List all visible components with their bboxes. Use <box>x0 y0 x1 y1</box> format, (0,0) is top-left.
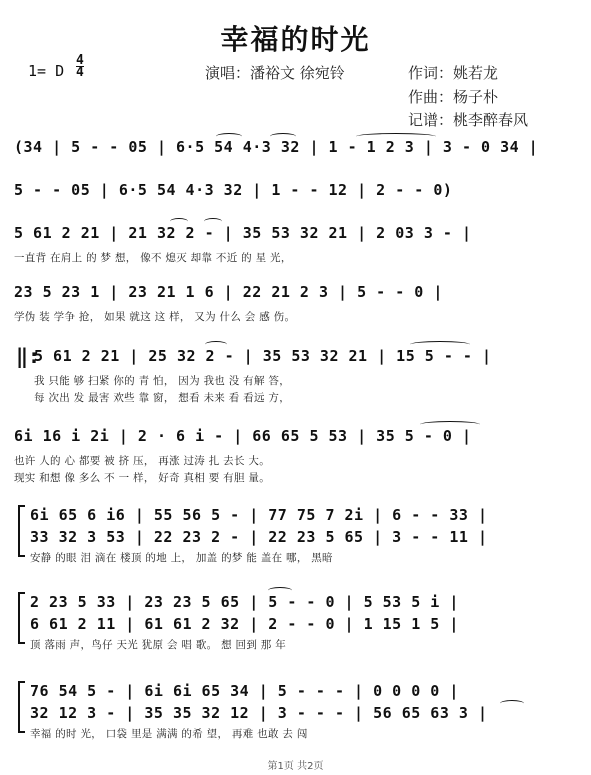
lyrics-line-9: 幸福 的时 光， 口袋 里是 满满 的希 望， 再难 也敢 去 闯 <box>30 728 308 740</box>
repeat-start-sign: ‖: <box>16 344 41 368</box>
notes-line-2: 5 - - 05 | 6·5 54 4·3 32 | 1 - - 12 | 2 - - 0) <box>14 181 453 199</box>
meter-bottom: 4 <box>76 65 84 80</box>
slur-mark <box>500 700 524 707</box>
lyrics-line-5b: 每 次出 发 最害 欢些 靠 窗， 想看 未来 看 看远 方， <box>34 392 291 404</box>
lyricist-credit: 作词：姚若龙 <box>408 64 499 82</box>
lyrics-line-8: 顶 落雨 声，鸟仔 天光 犹原 会 唱 歌。 想 回到 那 年 <box>30 639 287 651</box>
transcriber-credit: 记谱：桃李醉春风 <box>408 111 529 129</box>
lyrics-line-3: 一直背 在肩上 的 梦 想， 像不 熄灭 却靠 不近 的 星 光， <box>14 252 292 264</box>
notes-line-6: 6i 16 i 2i | 2 · 6 i - | 66 65 5 53 | 35 5 - 0 | <box>14 427 472 445</box>
lyrics-line-5a: 我 只能 够 扫紧 你的 青 怕， 因为 我也 没 有解 答， <box>34 375 291 387</box>
slur-mark <box>204 218 222 225</box>
score-line-9 <box>30 682 590 741</box>
slur-mark <box>205 341 227 348</box>
lyrics-line-6a: 也许 人的 心 都要 被 挤 压， 再涨 过涛 扎 去长 大。 <box>14 455 271 467</box>
notes-line-9-upper: 76 54 5 - | 6i 6i 65 34 | 5 - - - | 0 0 0 0 | <box>30 682 459 700</box>
slur-mark <box>356 133 436 140</box>
time-signature <box>76 55 84 78</box>
notes-line-1: (34 | 5 - - 05 | 6·5 54 4·3 32 | 1 - 1 2 3 | 3 - 0 34 | <box>14 138 539 156</box>
slur-mark <box>420 421 480 428</box>
notes-line-9-lower: 32 12 3 - | 35 35 32 12 | 3 - - - | 56 65 63 3 | <box>30 704 488 722</box>
slur-mark <box>268 587 292 594</box>
lyrics-line-6b: 现实 和想 像 多么 不 一 样， 好奇 真相 要 有胆 量。 <box>14 472 271 484</box>
score-line-5 <box>34 347 591 405</box>
notes-line-4: 23 5 23 1 | 23 21 1 6 | 22 21 2 3 | 5 - - 0 | <box>14 283 443 301</box>
notes-line-8-lower: 6 61 2 11 | 61 61 2 32 | 2 - - 0 | 1 15 1 5 | <box>30 615 459 633</box>
song-title: 幸福的时光 <box>220 23 371 56</box>
page-footer: 第1页 共2页 <box>267 761 324 772</box>
lyrics-line-7: 安静 的眼 泪 滴在 楼顶 的地 上， 加盖 的梦 能 盖在 哪， 黑暗 <box>30 552 333 564</box>
score-line-6 <box>14 427 574 485</box>
score-line-8 <box>30 593 590 652</box>
slur-mark <box>270 133 296 140</box>
notes-line-3: 5 61 2 21 | 21 32 2 - | 35 53 32 21 | 2 03 3 - | <box>14 224 472 242</box>
part-bracket <box>18 681 25 733</box>
lyrics-line-4: 学伪 装 学争 抢， 如果 就这 这 样， 又为 什么 会 感 伤。 <box>14 311 296 323</box>
composer-credit: 作曲：杨子朴 <box>408 88 499 106</box>
part-bracket <box>18 592 25 644</box>
notes-line-7-lower: 33 32 3 53 | 22 23 2 - | 22 23 5 65 | 3 - - 11 | <box>30 528 488 546</box>
key-signature: 1= D <box>28 62 65 80</box>
slur-mark <box>216 133 242 140</box>
score-line-3 <box>14 224 574 265</box>
singers-credit: 演唱：潘裕文 徐宛铃 <box>205 64 345 82</box>
slur-mark <box>170 218 188 225</box>
meter-top: 4 <box>76 53 84 68</box>
part-bracket <box>18 505 25 557</box>
score-line-4 <box>14 283 574 324</box>
score-line-7 <box>30 506 590 565</box>
notes-line-5: 5 61 2 21 | 25 32 2 - | 35 53 32 21 | 15 5 - - | <box>34 347 492 365</box>
score-line-1 <box>14 138 574 156</box>
score-line-2 <box>14 181 574 199</box>
notes-line-8-upper: 2 23 5 33 | 23 23 5 65 | 5 - - 0 | 5 53 5 i | <box>30 593 459 611</box>
notes-line-7-upper: 6i 65 6 i6 | 55 56 5 - | 77 75 7 2i | 6 - - 33 | <box>30 506 488 524</box>
slur-mark <box>410 341 470 348</box>
